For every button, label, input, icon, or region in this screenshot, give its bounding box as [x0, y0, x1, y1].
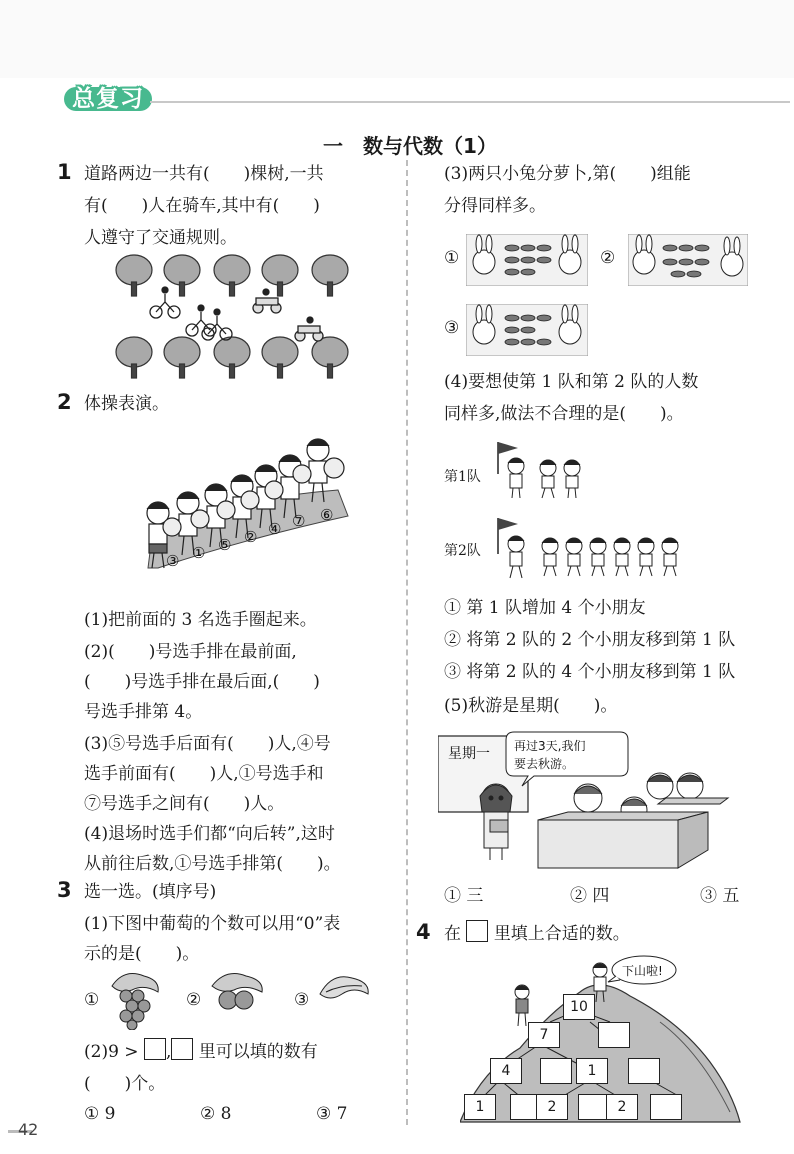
team-2-label: 第2队 [444, 543, 481, 559]
q1-number: 1 [57, 160, 72, 184]
q3-sub2-line-2: ( )个。 [84, 1074, 166, 1094]
q1-road-illustration [110, 250, 360, 385]
badge-text: 总复习 [72, 86, 144, 112]
q2-sub3-line-2: 选手前面有( )人,①号选手和 [84, 764, 324, 784]
q3-sub3-line-1: (3)两只小兔分萝卜,第( )组能 [444, 164, 691, 184]
q3-sub1-line-2: 示的是( )。 [84, 944, 200, 964]
q4-title [444, 918, 630, 950]
q3-sub4-option: ② 将第 2 队的 2 个小朋友移到第 1 队 [444, 630, 736, 650]
answer-box[interactable] [171, 1038, 193, 1060]
position-label: ⑥ [320, 506, 334, 524]
q3-sub5-option: ③ 五 [700, 886, 740, 906]
q3-sub2-line-1 [84, 1036, 318, 1068]
q3-sub2-comma: , [165, 1042, 172, 1062]
q3-sub4-line-1: (4)要想使第 1 队和第 2 队的人数 [444, 372, 699, 392]
pyramid-box: 7 [528, 1022, 560, 1048]
answer-box[interactable] [144, 1038, 166, 1060]
rabbit-option-label: ② [600, 248, 616, 268]
grape-leaf-icon [316, 972, 372, 1008]
pyramid-box[interactable] [628, 1058, 660, 1084]
gymnastics-illustration [128, 428, 356, 570]
board-text: 星期一 [448, 746, 490, 762]
q3-sub4-option: ① 第 1 队增加 4 个小朋友 [444, 598, 646, 618]
position-label: ④ [268, 520, 282, 538]
q2-sub3-line-1: (3)⑤号选手后面有( )人,④号 [84, 734, 331, 754]
pyramid-box: 2 [536, 1094, 568, 1120]
pyramid-box[interactable] [598, 1022, 630, 1048]
q2-number: 2 [57, 390, 72, 414]
position-label: ⑦ [292, 512, 306, 530]
rabbits-carrots-panel [466, 304, 588, 356]
position-label: ⑤ [218, 536, 232, 554]
q3-sub4-line-2: 同样多,做法不合理的是( )。 [444, 404, 684, 424]
q3-sub2-option: ① 9 [84, 1104, 116, 1124]
q4-number: 4 [416, 920, 431, 944]
grape-bunch-icon [104, 970, 166, 1030]
grape-option-label: ② [186, 990, 202, 1010]
section-title: 一 数与代数（1） [323, 134, 497, 158]
q4-suffix: 里填上合适的数。 [493, 924, 630, 944]
teacher-icon [480, 784, 512, 860]
pyramid-box[interactable] [540, 1058, 572, 1084]
position-label: ② [244, 528, 258, 546]
team-2-illustration [492, 514, 686, 582]
q2-title: 体操表演。 [84, 394, 169, 414]
child-figure-icon [508, 458, 580, 498]
q2-sub1: (1)把前面的 3 名选手圈起来。 [84, 610, 317, 630]
q2-sub3-line-3: ⑦号选手之间有( )人。 [84, 794, 285, 814]
top-margin [0, 0, 794, 78]
grape-option-label: ① [84, 990, 100, 1010]
pyramid-box[interactable] [650, 1094, 682, 1120]
grape-option-label: ③ [294, 990, 310, 1010]
q1-line-3: 人遵守了交通规则。 [84, 228, 237, 248]
rabbits-carrots-panel [466, 234, 588, 286]
team-1-label: 第1队 [444, 469, 481, 485]
bubble-line: 要去秋游。 [514, 757, 575, 771]
q2-sub2-line-2: ( )号选手排在最后面,( ) [84, 672, 320, 692]
column-divider [406, 160, 408, 1125]
pyramid-box: 1 [576, 1058, 608, 1084]
position-label: ③ [166, 552, 180, 570]
q3-sub5-option: ② 四 [570, 886, 610, 906]
classroom-illustration [438, 730, 758, 870]
rabbit-option-label: ① [444, 248, 460, 268]
q3-sub1-line-1: (1)下图中葡萄的个数可以用“0”表 [84, 914, 341, 934]
q3-sub2-suffix: 里可以填的数有 [198, 1042, 318, 1062]
q2-sub2-line-1: (2)( )号选手排在最前面, [84, 642, 297, 662]
q2-sub2-line-3: 号选手排第 4。 [84, 702, 203, 722]
rabbit-option-label: ③ [444, 318, 460, 338]
q3-sub3-line-2: 分得同样多。 [444, 196, 546, 216]
bicycle-icon [150, 287, 232, 340]
q1-line-1: 道路两边一共有( )棵树,一共 [84, 164, 324, 184]
bubble-text: 下山啦! [622, 964, 663, 978]
review-badge [62, 84, 154, 114]
q3-sub4-option: ③ 将第 2 队的 4 个小朋友移到第 1 队 [444, 662, 736, 682]
answer-box-sample [466, 920, 488, 942]
q2-sub4-line-1: (4)退场时选手们都“向后转”,这时 [84, 824, 335, 844]
q3-title: 选一选。(填序号) [84, 882, 217, 902]
pyramid-box: 4 [490, 1058, 522, 1084]
pyramid-box: 2 [606, 1094, 638, 1120]
q3-sub2-prefix: (2)9 > [84, 1042, 139, 1062]
position-label: ① [192, 544, 206, 562]
q2-sub4-line-2: 从前往后数,①号选手排第( )。 [84, 854, 341, 874]
q4-prefix: 在 [444, 924, 461, 944]
page-number: 42 [18, 1120, 39, 1139]
q1-line-2: 有( )人在骑车,其中有( ) [84, 196, 320, 216]
speech-bubble [608, 956, 676, 984]
grape-pair-icon [206, 970, 268, 1014]
tree-icon [116, 255, 348, 378]
q3-sub5: (5)秋游是星期( )。 [444, 696, 618, 716]
q3-number: 3 [57, 878, 72, 902]
rabbits-carrots-panel [628, 234, 748, 286]
bubble-line: 再过3天,我们 [514, 739, 586, 753]
header-rule [150, 101, 790, 103]
q3-sub5-option: ① 三 [444, 886, 484, 906]
child-figure-icon [508, 536, 678, 578]
scooter-icon [253, 289, 323, 341]
q3-sub2-option: ② 8 [200, 1104, 232, 1124]
team-1-illustration [492, 438, 592, 502]
pyramid-box: 10 [563, 994, 595, 1020]
pyramid-box: 1 [464, 1094, 496, 1120]
q3-sub2-option: ③ 7 [316, 1104, 348, 1124]
